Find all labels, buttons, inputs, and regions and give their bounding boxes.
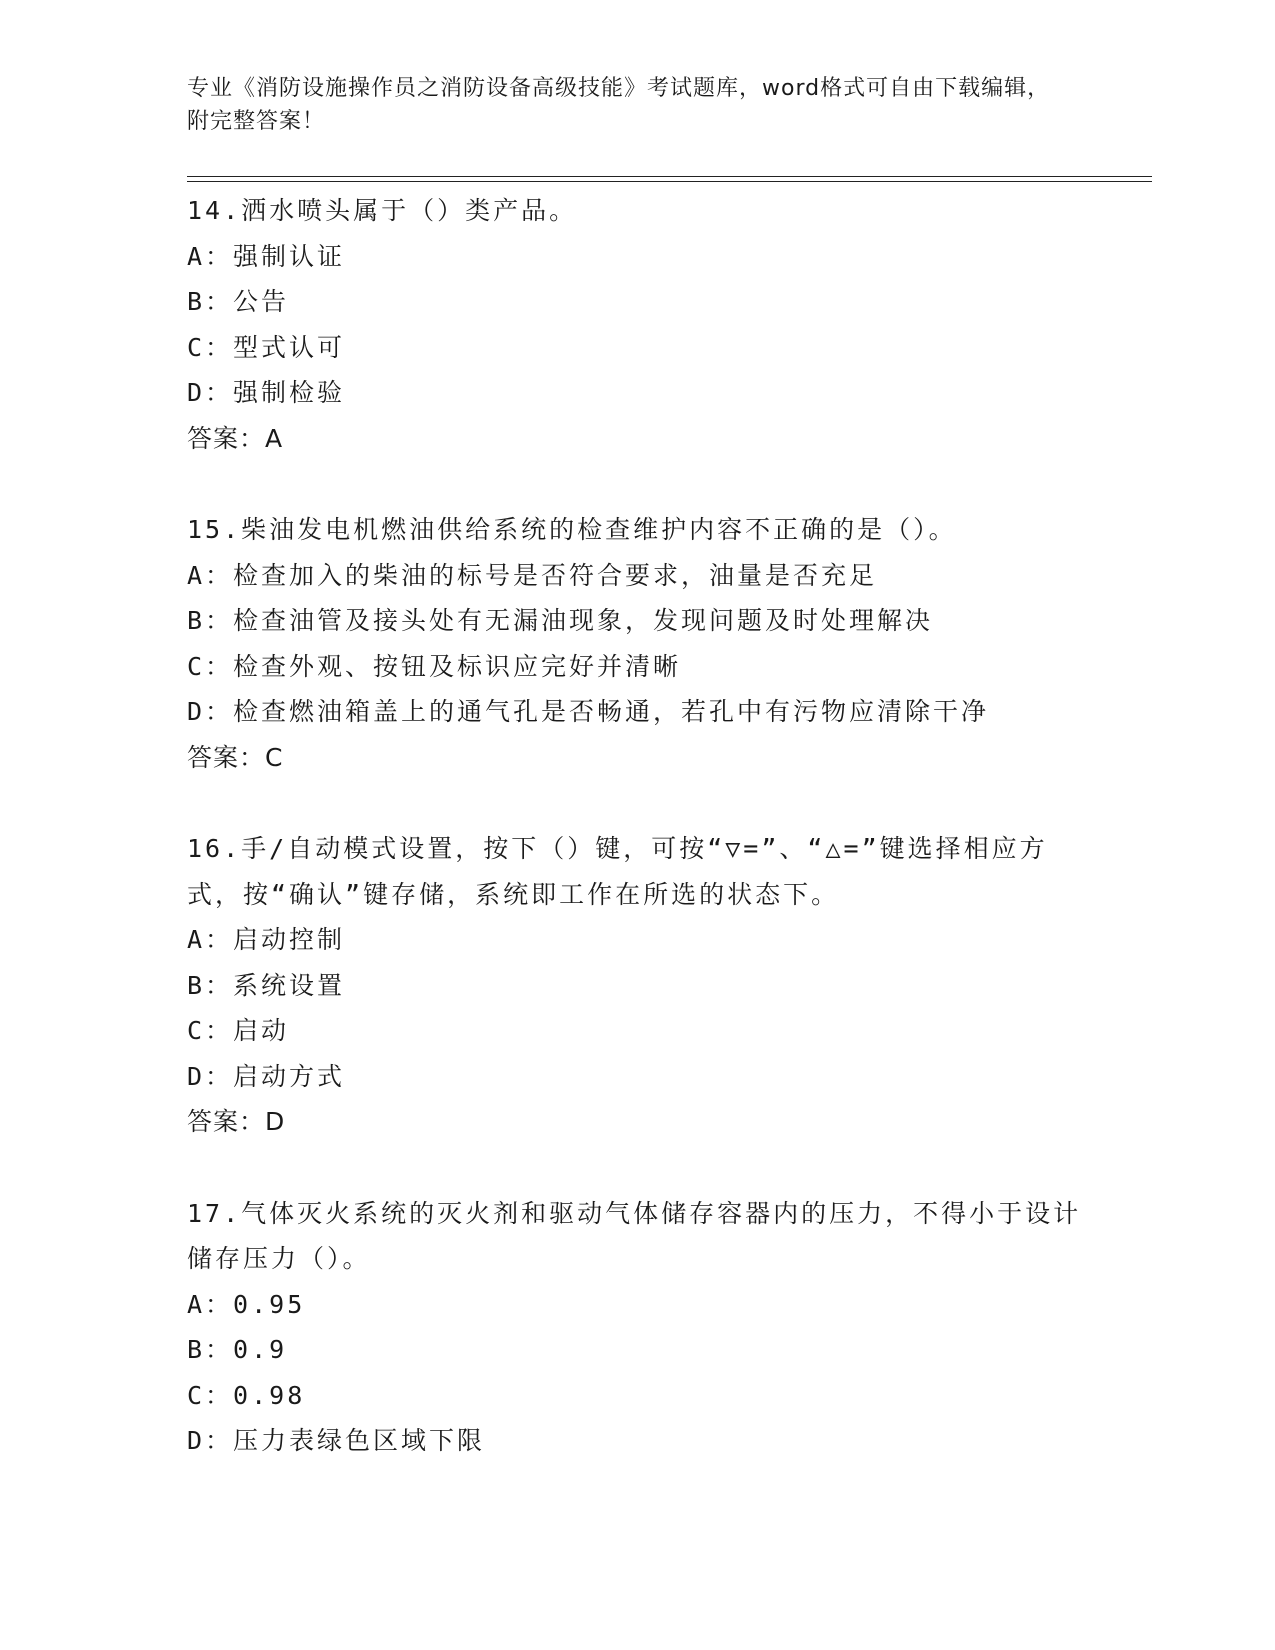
option-c: C：启动 bbox=[187, 1016, 290, 1045]
option-c: C：0.98 bbox=[187, 1380, 306, 1410]
option-b: B：系统设置 bbox=[187, 970, 346, 1000]
option-d: D：压力表绿色区域下限 bbox=[187, 1426, 486, 1455]
option-d: D：检查燃油箱盖上的通气孔是否畅通，若孔中有污物应清除干净 bbox=[187, 697, 990, 726]
option-a: A：0.95 bbox=[187, 1289, 306, 1319]
option-a: A：强制认证 bbox=[187, 241, 346, 271]
option-b: B：公告 bbox=[187, 287, 290, 316]
answer-line: 答案：A bbox=[187, 423, 284, 453]
option-a: A：启动控制 bbox=[187, 925, 346, 954]
header-divider-top bbox=[187, 176, 1152, 177]
question-list bbox=[187, 188, 1087, 1510]
answer-line: 答案：D bbox=[187, 1107, 286, 1136]
question-17 bbox=[187, 1191, 1087, 1464]
option-c: C：型式认可 bbox=[187, 332, 346, 362]
option-b: B：0.9 bbox=[187, 1335, 288, 1364]
option-d: D：启动方式 bbox=[187, 1061, 346, 1091]
question-stem: 14.洒水喷头属于（）类产品。 bbox=[187, 196, 578, 225]
question-14 bbox=[187, 188, 1087, 461]
option-d: D：强制检验 bbox=[187, 378, 346, 407]
question-16 bbox=[187, 826, 1087, 1145]
question-stem: 17.气体灭火系统的灭火剂和驱动气体储存容器内的压力，不得小于设计储存压力（）。 bbox=[187, 1198, 1082, 1273]
document-header: 专业《消防设施操作员之消防设备高级技能》考试题库，word格式可自由下载编辑，附完整答案！ bbox=[187, 76, 1051, 134]
question-stem: 16.手/自动模式设置，按下（）键，可按“▽=”、“△=”键选择相应方式，按“确认”键存储，系统即工作在所选的状态下。 bbox=[187, 834, 1048, 909]
header-divider-bottom bbox=[187, 181, 1152, 182]
option-b: B：检查油管及接头处有无漏油现象，发现问题及时处理解决 bbox=[187, 606, 934, 635]
option-a: A：检查加入的柴油的标号是否符合要求，油量是否充足 bbox=[187, 560, 878, 590]
answer-line: 答案：C bbox=[187, 742, 284, 772]
question-stem: 15.柴油发电机燃油供给系统的检查维护内容不正确的是（）。 bbox=[187, 515, 957, 544]
option-c: C：检查外观、按钮及标识应完好并清晰 bbox=[187, 651, 682, 681]
question-15 bbox=[187, 507, 1087, 780]
